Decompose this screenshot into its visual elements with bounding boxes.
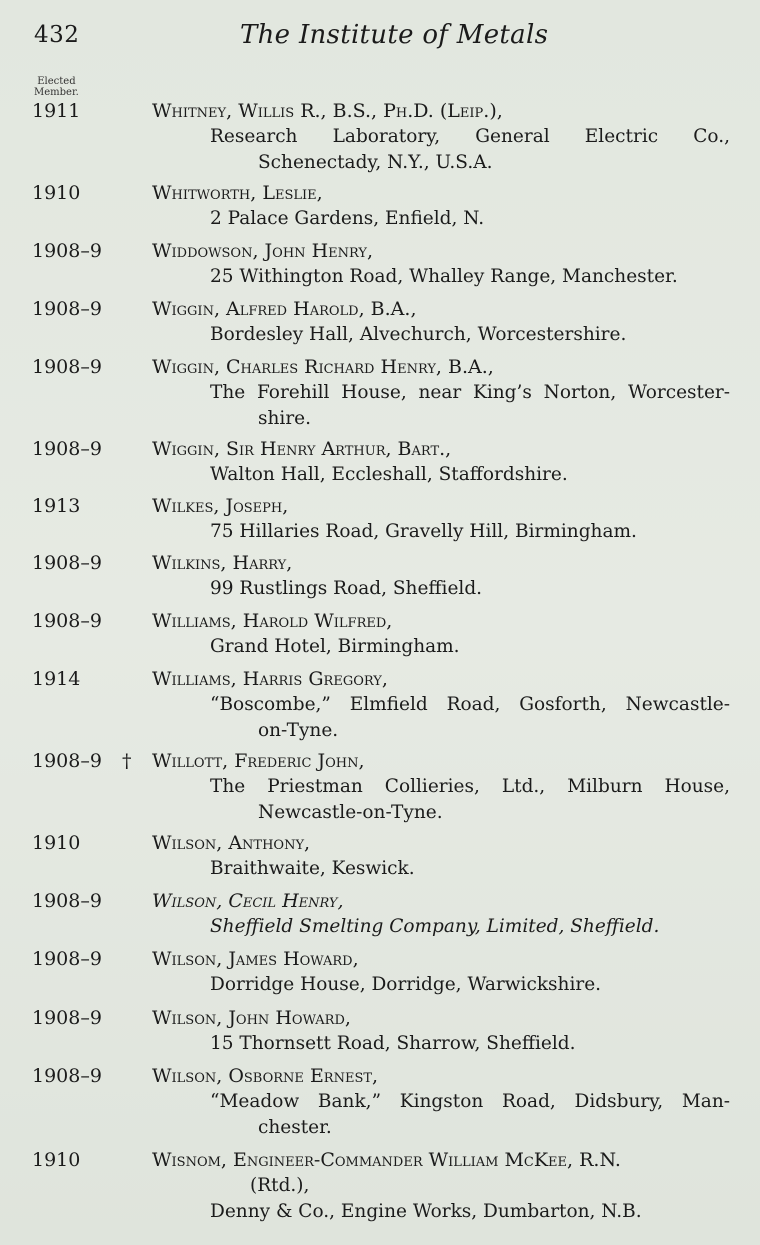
address-line: 15 Thornsett Road, Sharrow, Sheffield. [210,1033,576,1054]
address-line: Research Laboratory, General Electric Co., [210,126,730,147]
election-year: 1910 [32,832,81,854]
member-address [210,1089,730,1141]
member-address [210,124,730,176]
member-address [210,576,730,602]
election-year: 1913 [32,495,81,517]
column-label [34,76,79,98]
member-address [210,206,730,232]
page-number: 432 [34,22,80,48]
member-address [210,774,730,826]
member-address [210,972,730,998]
member-name: Wiggin, Alfred Harold, B.A., [152,298,417,320]
member-address [210,264,730,290]
election-year: 1908–9 [32,356,102,378]
member-name: Wilson, Osborne Ernest, [152,1065,379,1087]
election-year: 1908–9 [32,240,102,262]
election-year: 1908–9 [32,552,102,574]
election-year: 1914 [32,668,81,690]
address-line: Newcastle-on-Tyne. [258,802,443,823]
column-label-line2: Member. [34,87,79,98]
address-line: (Rtd.), [250,1175,310,1196]
address-line: The Priestman Collieries, Ltd., Milburn House, [210,776,730,797]
election-year: 1910 [32,1149,81,1171]
member-name: Wilson, Anthony, [152,832,311,854]
member-address [210,1173,730,1225]
address-line: Schenectady, N.Y., U.S.A. [258,152,493,173]
address-line: The Forehill House, near King’s Norton, Worcester- [210,382,730,403]
election-year: 1911 [32,100,81,122]
member-name: Wilkes, Joseph, [152,495,289,517]
address-line: on-Tyne. [258,720,339,741]
member-name: Williams, Harold Wilfred, [152,610,393,632]
member-name: Whitworth, Leslie, [152,182,323,204]
member-name: Wilkins, Harry, [152,552,293,574]
address-line: Denny & Co., Engine Works, Dumbarton, N.B. [210,1201,642,1222]
member-name: Wilson, John Howard, [152,1007,351,1029]
address-line: “Boscombe,” Elmfield Road, Gosforth, Newcastle- [210,694,730,715]
address-line: Bordesley Hall, Alvechurch, Worcestershire. [210,324,627,345]
address-line: 2 Palace Gardens, Enfield, N. [210,208,485,229]
running-title: The Institute of Metals [240,20,549,50]
member-name: Widdowson, John Henry, [152,240,374,262]
member-address [210,856,730,882]
member-address [210,322,730,348]
election-year: 1908–9 [32,948,102,970]
member-name: Williams, Harris Gregory, [152,668,388,690]
member-address [210,692,730,744]
member-name: Whitney, Willis R., B.S., Ph.D. (Leip.), [152,100,503,122]
member-name: Wiggin, Charles Richard Henry, B.A., [152,356,494,378]
address-line: Braithwaite, Keswick. [210,858,415,879]
member-address [210,914,730,940]
member-address [210,1031,730,1057]
election-year: 1908–9 [32,438,102,460]
election-year: 1910 [32,182,81,204]
column-label-line1: Elected [37,76,76,87]
member-name: Willott, Frederic John, [152,750,365,772]
address-line: Grand Hotel, Birmingham. [210,636,460,657]
election-year: 1908–9 [32,750,102,772]
dagger-mark: † [122,750,132,772]
election-year: 1908–9 [32,298,102,320]
address-line: Dorridge House, Dorridge, Warwickshire. [210,974,602,995]
election-year: 1908–9 [32,610,102,632]
address-line: 99 Rustlings Road, Sheffield. [210,578,483,599]
election-year: 1908–9 [32,1007,102,1029]
member-name: Wilson, James Howard, [152,948,359,970]
election-year: 1908–9 [32,1065,102,1087]
member-address [210,462,730,488]
address-line: shire. [258,408,311,429]
address-line: “Meadow Bank,” Kingston Road, Didsbury, Man- [210,1091,730,1112]
address-line: Walton Hall, Eccleshall, Staffordshire. [210,464,568,485]
member-name: Wiggin, Sir Henry Arthur, Bart., [152,438,452,460]
member-address [210,519,730,545]
address-line: Sheffield Smelting Company, Limited, Sheffield. [210,916,660,937]
member-name: Wisnom, Engineer-Commander William McKee, R.N. [152,1149,621,1171]
member-name: Wilson, Cecil Henry, [152,890,344,912]
address-line: 25 Withington Road, Whalley Range, Manchester. [210,266,678,287]
election-year: 1908–9 [32,890,102,912]
member-address [210,634,730,660]
address-line: 75 Hillaries Road, Gravelly Hill, Birmingham. [210,521,637,542]
address-line: chester. [258,1117,332,1138]
member-address [210,380,730,432]
